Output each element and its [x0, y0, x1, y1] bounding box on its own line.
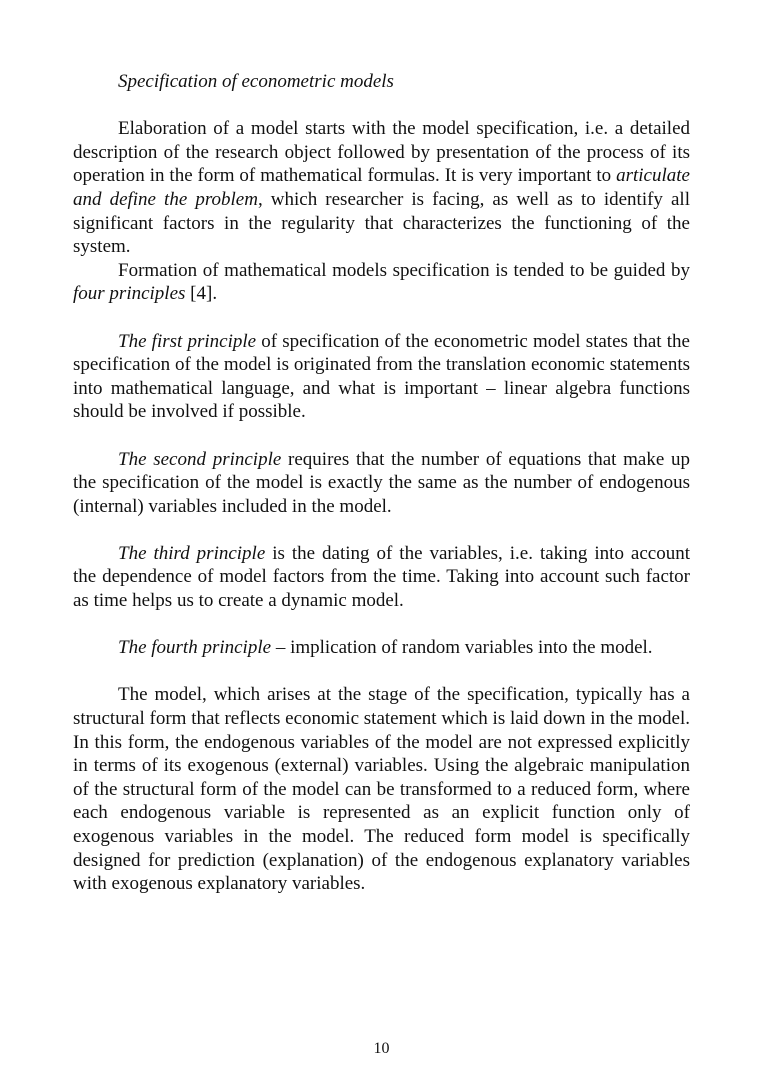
paragraph-four-principles [73, 259, 690, 306]
p1-emphasis: articulate and define the problem [73, 165, 690, 210]
p4-emphasis: The second principle [118, 448, 282, 470]
page-number: 10 [373, 1040, 390, 1057]
paragraph-fourth-principle [73, 636, 690, 660]
p2-text-a: Formation of mathematical models specification is tended to be guided by [118, 259, 690, 281]
p1-text-b: , which researcher is facing, as well as to identify all significant factors in the regularity that characterizes the functioning of the system. [73, 188, 690, 258]
paragraph-first-principle [73, 330, 690, 424]
p6-text: – implication of random variables into the model. [271, 637, 653, 659]
p5-text: is the dating of the variables, i.e. taking into account the dependence of model factors from the time. Taking into account such factor as time helps us to create a dynamic model. [73, 542, 690, 612]
p4-text: requires that the number of equations that make up the specification of the model is exactly the same as the number of endogenous (internal) variables included in the model. [73, 448, 691, 517]
section-heading: Specification of econometric models [118, 71, 394, 92]
p2-text-b: [4]. [185, 283, 218, 305]
p3-text: of specification of the econometric model states that the specification of the model is originated from the translation economic statements into mathematical language, and what is important – linear algebra functions should be involved if possible. [73, 330, 690, 423]
p2-emphasis: four principles [73, 283, 186, 305]
page-body [73, 70, 690, 896]
p3-emphasis: The first principle [118, 330, 257, 352]
p5-emphasis: The third principle [118, 542, 266, 564]
paragraph-second-principle [73, 448, 690, 519]
paragraph-third-principle [73, 542, 690, 613]
p1-text-a: Elaboration of a model starts with the model specification, i.e. a detailed description of the research object followed by presentation of the process of its operation in the form of mathematical formulas. It is very important to [73, 118, 690, 187]
paragraph-structural-form: The model, which arises at the stage of the specification, typically has a structural form that reflects economic statement which is laid down in the model. In this form, the endogenous variables of the model are not expressed explicitly in terms of its exogenous (external) variables. Using the algebraic manipulation of the structural form of the model can be transformed to a reduced form, where each endogenous variable is represented as an explicit function only of exogenous variables in the model. The reduced form model is specifically designed for prediction (explanation) of the endogenous explanatory variables with exogenous explanatory variables. [73, 684, 690, 895]
paragraph-model-specification [73, 117, 690, 259]
p6-emphasis: The fourth principle [118, 637, 272, 659]
